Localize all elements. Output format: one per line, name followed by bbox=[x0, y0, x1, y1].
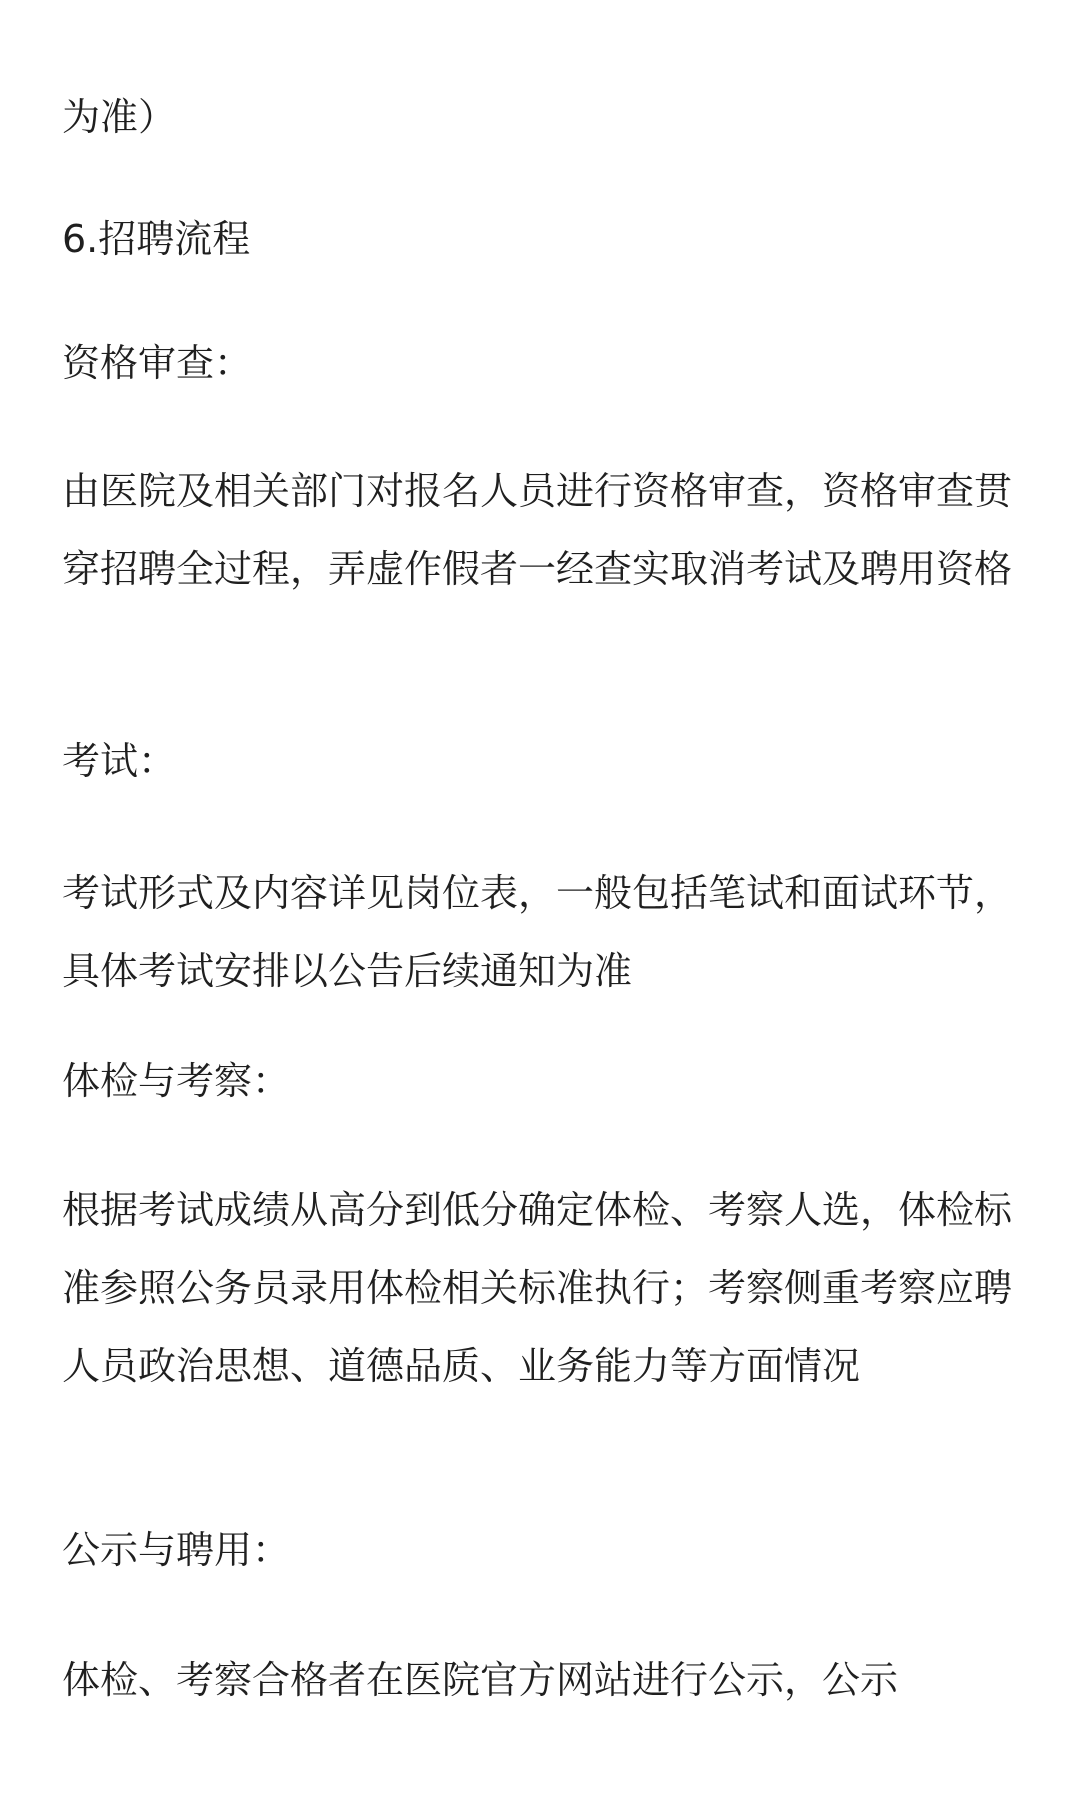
article-body bbox=[62, 0, 1026, 1800]
subheading: 考试： bbox=[62, 739, 177, 783]
paragraph-text: 考试形式及内容详见岗位表，一般包括笔试和面试环节，具体考试安排以公告后续通知为准 bbox=[62, 871, 1013, 993]
subheading: 公示与聘用： bbox=[62, 1528, 291, 1572]
subheading: 资格审查： bbox=[62, 341, 253, 385]
section-heading: 6.招聘流程 bbox=[62, 217, 251, 261]
paragraph-text: 由医院及相关部门对报名人员进行资格审查，资格审查贯穿招聘全过程，弄虚作假者一经查实取消考试及聘用资格 bbox=[62, 469, 1013, 591]
paragraph-text: 体检、考察合格者在医院官方网站进行公示，公示 bbox=[62, 1658, 899, 1702]
paragraph-text: 为准） bbox=[62, 95, 177, 139]
subheading: 体检与考察： bbox=[62, 1059, 291, 1103]
paragraph-text: 根据考试成绩从高分到低分确定体检、考察人选，体检标准参照公务员录用体检相关标准执行；考察侧重考察应聘人员政治思想、道德品质、业务能力等方面情况 bbox=[62, 1188, 1013, 1388]
